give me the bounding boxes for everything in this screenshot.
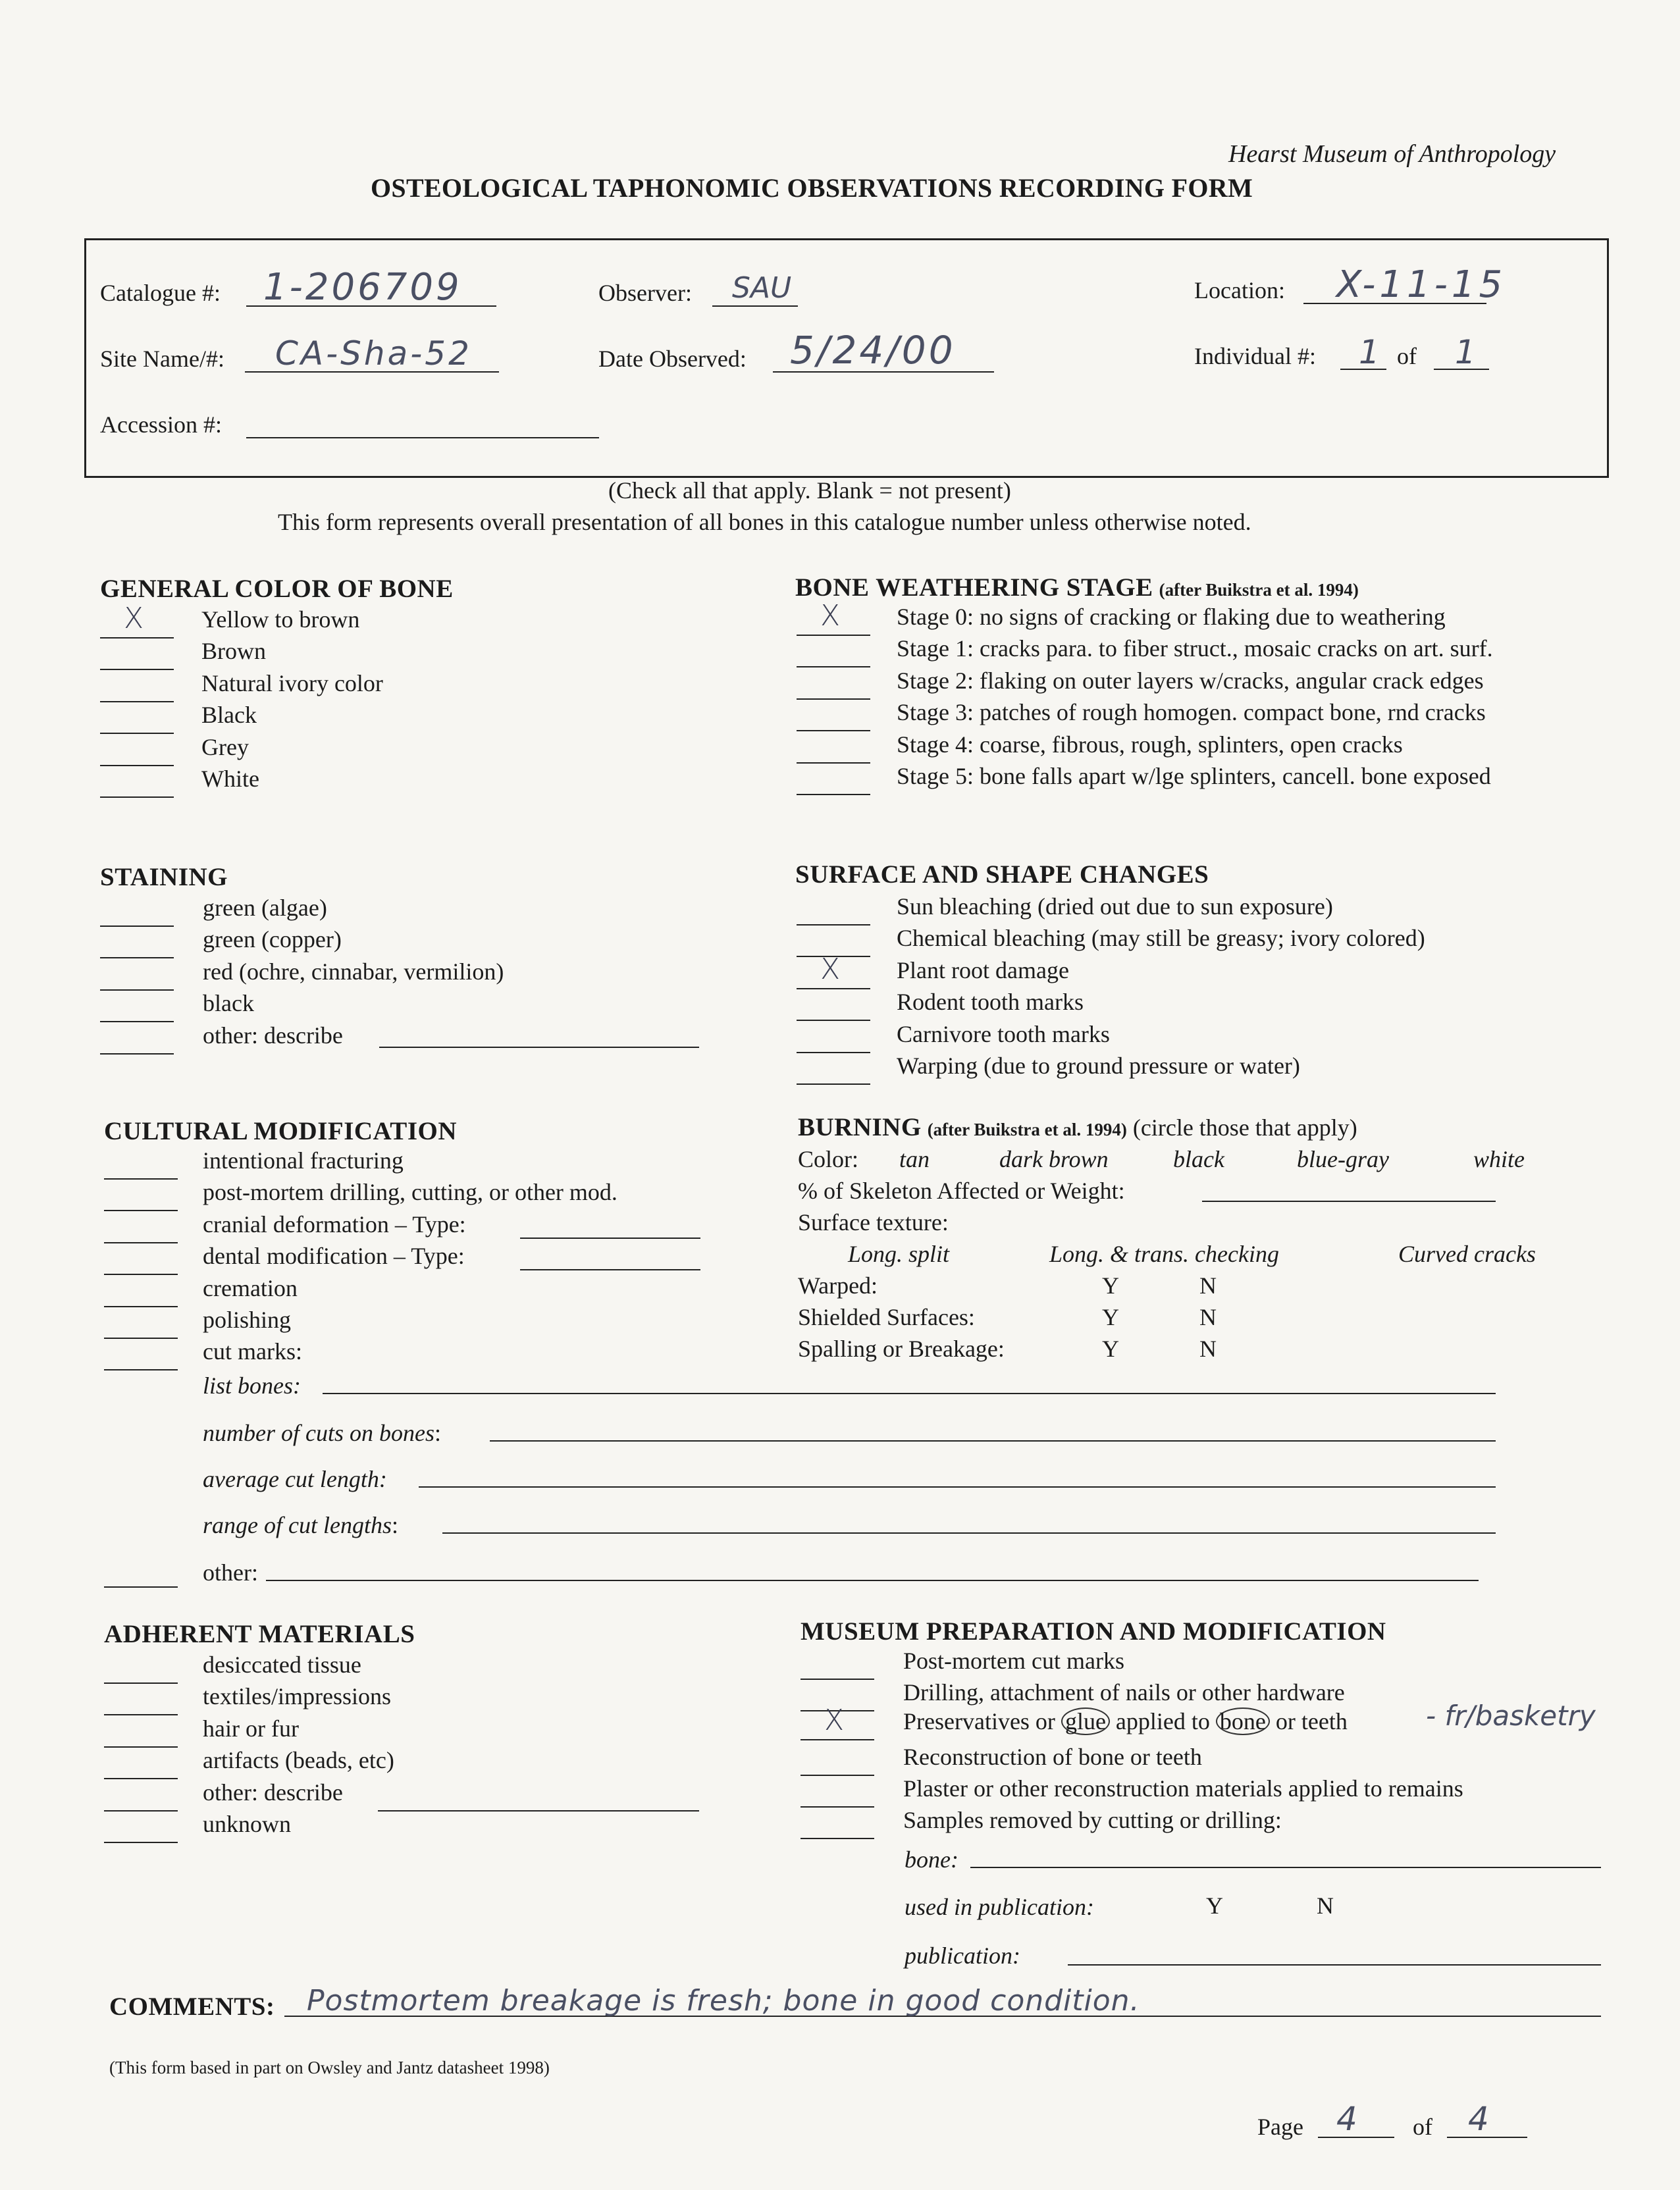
used-yes[interactable]: Y xyxy=(1206,1892,1223,1919)
other-checkbox[interactable] xyxy=(104,1586,178,1588)
cultural-option-checkbox[interactable] xyxy=(104,1211,178,1243)
cultural-option-checkbox[interactable] xyxy=(104,1306,178,1339)
accession-field[interactable] xyxy=(246,437,599,438)
weathering-stage-label: Stage 3: patches of rough homogen. compact bone, rnd cracks xyxy=(897,699,1486,726)
burning-yes[interactable]: Y xyxy=(1102,1336,1119,1362)
weathering-stage-label: Stage 5: bone falls apart w/lge splinters, cancell. bone exposed xyxy=(897,763,1491,789)
burning-row-label: Shielded Surfaces: xyxy=(798,1304,975,1330)
burn-color-blue-gray[interactable]: blue-gray xyxy=(1297,1146,1389,1172)
cultural-option-label: polishing xyxy=(203,1307,292,1333)
color-option-checkbox[interactable] xyxy=(100,637,174,670)
museum-prep-checkbox[interactable] xyxy=(801,1647,874,1680)
adherent-option-label: artifacts (beads, etc) xyxy=(203,1747,394,1774)
museum-prep-checkbox[interactable] xyxy=(801,1743,874,1776)
color-option-label: Grey xyxy=(201,733,249,760)
surface-change-checkbox[interactable] xyxy=(797,1052,870,1085)
burning-yes[interactable]: Y xyxy=(1102,1304,1119,1330)
adherent-other-field[interactable] xyxy=(378,1810,699,1812)
list-bones-field[interactable] xyxy=(323,1393,1496,1394)
cultural-option-label: dental modification – Type: xyxy=(203,1243,465,1270)
burning-color-label: Color: xyxy=(798,1146,859,1172)
cultural-option-checkbox[interactable] xyxy=(104,1147,178,1180)
adherent-option-checkbox[interactable] xyxy=(104,1810,178,1843)
weathering-heading-note: (after Buikstra et al. 1994) xyxy=(1159,580,1359,600)
glue-circled: glue xyxy=(1061,1708,1110,1735)
burning-heading-note: (after Buikstra et al. 1994) xyxy=(927,1120,1127,1139)
adherent-option-label: desiccated tissue xyxy=(203,1652,361,1678)
cultural-option-label: cranial deformation – Type: xyxy=(203,1211,466,1238)
site-label: Site Name/#: xyxy=(100,346,224,372)
burning-no[interactable]: N xyxy=(1199,1304,1217,1330)
general-color-heading: GENERAL COLOR OF BONE xyxy=(100,575,454,603)
number-cuts-label: number of cuts on bones xyxy=(203,1420,434,1446)
museum-prep-label: Samples removed by cutting or drilling: xyxy=(903,1807,1282,1833)
instruction-check: (Check all that apply. Blank = not present) xyxy=(608,477,1011,504)
catalogue-value: 1-206709 xyxy=(263,266,462,309)
range-cut-group: range of cut lengths: xyxy=(203,1512,398,1538)
museum-prep-checkbox[interactable] xyxy=(801,1775,874,1808)
average-cut-field[interactable] xyxy=(419,1486,1496,1488)
staining-option-checkbox[interactable] xyxy=(100,926,174,958)
adherent-option-label: textiles/impressions xyxy=(203,1683,391,1710)
adherent-option-checkbox[interactable] xyxy=(104,1779,178,1812)
staining-option-label: red (ochre, cinnabar, vermilion) xyxy=(203,958,504,985)
bone-label: bone: xyxy=(905,1846,958,1873)
color-option-label: White xyxy=(201,766,259,792)
staining-option-label: black xyxy=(203,990,254,1017)
burning-row-label: Warped: xyxy=(798,1272,878,1299)
bone-field[interactable] xyxy=(970,1867,1601,1868)
staining-option-checkbox[interactable] xyxy=(100,894,174,927)
color-option-checkbox[interactable] xyxy=(100,669,174,702)
observer-value: SAU xyxy=(732,271,792,305)
weathering-stage-label: Stage 0: no signs of cracking or flaking due to weathering xyxy=(897,604,1446,630)
burning-row-label: Spalling or Breakage: xyxy=(798,1336,1005,1362)
observer-field[interactable] xyxy=(712,305,798,307)
texture-curved-cracks[interactable]: Curved cracks xyxy=(1398,1241,1536,1267)
color-option-label: Black xyxy=(201,702,257,729)
individual-value: 1 xyxy=(1359,333,1380,371)
cultural-other-label: other: xyxy=(203,1559,258,1586)
cultural-heading: CULTURAL MODIFICATION xyxy=(104,1117,457,1145)
preservatives-text-b: applied to xyxy=(1109,1708,1216,1734)
staining-option-checkbox[interactable] xyxy=(100,989,174,1022)
number-cuts-group: number of cuts on bones: xyxy=(203,1420,441,1446)
preservatives-text-c: or teeth xyxy=(1269,1708,1348,1734)
cultural-option-checkbox[interactable] xyxy=(104,1242,178,1275)
used-no[interactable]: N xyxy=(1317,1892,1334,1919)
color-option-check-mark: X xyxy=(124,602,144,635)
surface-change-checkbox[interactable] xyxy=(797,893,870,926)
adherent-heading: ADHERENT MATERIALS xyxy=(104,1620,415,1648)
color-option-label: Brown xyxy=(201,638,266,665)
weathering-stage-checkbox[interactable] xyxy=(797,731,870,764)
cultural-option-label: cut marks: xyxy=(203,1338,302,1365)
skeleton-label: % of Skeleton Affected or Weight: xyxy=(798,1178,1125,1204)
preservatives-note: - fr/basketry xyxy=(1426,1700,1596,1732)
number-cuts-field[interactable] xyxy=(490,1440,1496,1442)
cultural-option-label: intentional fracturing xyxy=(203,1147,404,1174)
page-of: of xyxy=(1413,2114,1432,2140)
weathering-stage-checkbox[interactable] xyxy=(797,635,870,667)
location-value: X-11-15 xyxy=(1336,263,1507,306)
weathering-stage-label: Stage 2: flaking on outer layers w/cracks, angular crack edges xyxy=(897,667,1484,694)
weathering-heading-group xyxy=(795,573,1359,602)
adherent-option-label: other: describe xyxy=(203,1779,343,1806)
accession-label: Accession #: xyxy=(100,411,222,438)
museum-prep-label: Reconstruction of bone or teeth xyxy=(903,1744,1202,1770)
form-source-note: (This form based in part on Owsley and Jantz datasheet 1998) xyxy=(109,2058,550,2077)
museum-prep-heading: MUSEUM PREPARATION AND MODIFICATION xyxy=(801,1617,1386,1646)
adherent-option-checkbox[interactable] xyxy=(104,1651,178,1684)
surface-change-label: Rodent tooth marks xyxy=(897,989,1084,1016)
color-option-checkbox[interactable] xyxy=(100,733,174,766)
cultural-option-checkbox[interactable] xyxy=(104,1178,178,1211)
museum-prep-label: Plaster or other reconstruction materials applied to remains xyxy=(903,1775,1463,1802)
cultural-option-checkbox[interactable] xyxy=(104,1338,178,1370)
burning-no[interactable]: N xyxy=(1199,1272,1217,1299)
weathering-heading: BONE WEATHERING STAGE xyxy=(795,573,1153,602)
adherent-option-checkbox[interactable] xyxy=(104,1746,178,1779)
adherent-option-label: unknown xyxy=(203,1811,291,1837)
adherent-option-checkbox[interactable] xyxy=(104,1682,178,1715)
staining-option-label: green (copper) xyxy=(203,926,342,953)
staining-option-checkbox[interactable] xyxy=(100,1022,174,1055)
weathering-stage-checkbox[interactable] xyxy=(797,762,870,795)
preservatives-label xyxy=(903,1708,1348,1735)
surface-change-check-mark: X xyxy=(820,952,841,986)
staining-option-label: green (algae) xyxy=(203,895,327,921)
page-total: 4 xyxy=(1468,2100,1489,2138)
list-bones-label: list bones: xyxy=(203,1372,301,1399)
weathering-stage-label: Stage 4: coarse, fibrous, rough, splinters, open cracks xyxy=(897,731,1403,758)
range-cut-label: range of cut lengths xyxy=(203,1512,392,1538)
burn-color-white[interactable]: white xyxy=(1473,1146,1525,1172)
surface-change-checkbox[interactable] xyxy=(797,988,870,1021)
preservatives-text-a: Preservatives or xyxy=(903,1708,1061,1734)
staining-option-label: other: describe xyxy=(203,1022,343,1049)
publication-label: publication: xyxy=(905,1942,1020,1969)
individual-of: of xyxy=(1397,343,1417,369)
individual-label: Individual #: xyxy=(1194,343,1316,369)
publication-field[interactable] xyxy=(1068,1964,1601,1966)
texture-long-trans[interactable]: Long. & trans. checking xyxy=(1049,1241,1279,1267)
cultural-option-checkbox[interactable] xyxy=(104,1274,178,1307)
surface-heading: SURFACE AND SHAPE CHANGES xyxy=(795,860,1209,889)
page-label: Page xyxy=(1257,2114,1303,2140)
burning-yes[interactable]: Y xyxy=(1102,1272,1119,1299)
color-option-label: Yellow to brown xyxy=(201,606,360,633)
surface-change-checkbox[interactable] xyxy=(797,1020,870,1053)
burning-heading-group xyxy=(798,1112,1357,1142)
dental-type-field[interactable] xyxy=(520,1269,700,1270)
museum-prep-label: Post-mortem cut marks xyxy=(903,1648,1124,1674)
site-value: CA-Sha-52 xyxy=(275,334,472,373)
location-label: Location: xyxy=(1194,277,1285,303)
burning-no[interactable]: N xyxy=(1199,1336,1217,1362)
staining-option-checkbox[interactable] xyxy=(100,958,174,991)
skeleton-field[interactable] xyxy=(1202,1201,1496,1202)
weathering-stage-label: Stage 1: cracks para. to fiber struct., mosaic cracks on art. surf. xyxy=(897,635,1493,662)
burn-color-tan[interactable]: tan xyxy=(899,1146,930,1172)
instruction-scope: This form represents overall presentation of all bones in this catalogue number unless otherwise noted. xyxy=(278,509,1251,535)
adherent-option-checkbox[interactable] xyxy=(104,1715,178,1748)
color-option-checkbox[interactable] xyxy=(100,765,174,798)
date-label: Date Observed: xyxy=(598,346,747,372)
surface-change-label: Chemical bleaching (may still be greasy; ivory colored) xyxy=(897,925,1425,952)
bone-circled: bone xyxy=(1216,1708,1270,1735)
staining-heading: STAINING xyxy=(100,863,228,891)
page-value: 4 xyxy=(1336,2100,1357,2138)
cultural-option-label: post-mortem drilling, cutting, or other mod. xyxy=(203,1179,617,1206)
adherent-option-label: hair or fur xyxy=(203,1715,299,1742)
texture-long-split[interactable]: Long. split xyxy=(848,1241,950,1267)
surface-change-label: Plant root damage xyxy=(897,956,1069,983)
observer-label: Observer: xyxy=(598,280,692,306)
burning-heading-tail: (circle those that apply) xyxy=(1132,1114,1357,1141)
surface-change-label: Sun bleaching (dried out due to sun exposure) xyxy=(897,893,1333,920)
weathering-stage-check-mark: X xyxy=(820,599,841,633)
average-cut-label: average cut length: xyxy=(203,1466,387,1492)
comments-value: Postmortem breakage is fresh; bone in good condition. xyxy=(307,1984,1140,2018)
color-option-checkbox[interactable] xyxy=(100,701,174,734)
used-label: used in publication: xyxy=(905,1894,1094,1920)
cultural-other-field[interactable] xyxy=(266,1580,1479,1581)
individual-total: 1 xyxy=(1455,333,1476,371)
museum-prep-label: Drilling, attachment of nails or other hardware xyxy=(903,1679,1345,1706)
weathering-stage-checkbox[interactable] xyxy=(797,667,870,700)
surface-change-label: Carnivore tooth marks xyxy=(897,1020,1110,1047)
burn-color-black[interactable]: black xyxy=(1173,1146,1224,1172)
museum-prep-checkbox[interactable] xyxy=(801,1806,874,1839)
cultural-option-label: cremation xyxy=(203,1274,298,1301)
cranial-type-field[interactable] xyxy=(520,1238,700,1239)
preservatives-mark: X xyxy=(824,1704,845,1737)
texture-label: Surface texture: xyxy=(798,1209,949,1236)
burning-heading: BURNING xyxy=(798,1113,922,1141)
form-title: OSTEOLOGICAL TAPHONOMIC OBSERVATIONS RECORDING FORM xyxy=(371,173,1253,203)
color-option-label: Natural ivory color xyxy=(201,669,383,696)
burn-color-dark-brown[interactable]: dark brown xyxy=(999,1146,1109,1172)
date-value: 5/24/00 xyxy=(790,328,956,373)
staining-other-field[interactable] xyxy=(379,1047,699,1048)
range-cut-field[interactable] xyxy=(442,1532,1496,1534)
comments-label: COMMENTS: xyxy=(109,1993,275,2021)
museum-name: Hearst Museum of Anthropology xyxy=(1228,140,1556,168)
weathering-stage-checkbox[interactable] xyxy=(797,698,870,731)
surface-change-label: Warping (due to ground pressure or water) xyxy=(897,1053,1300,1079)
catalogue-label: Catalogue #: xyxy=(100,280,221,306)
